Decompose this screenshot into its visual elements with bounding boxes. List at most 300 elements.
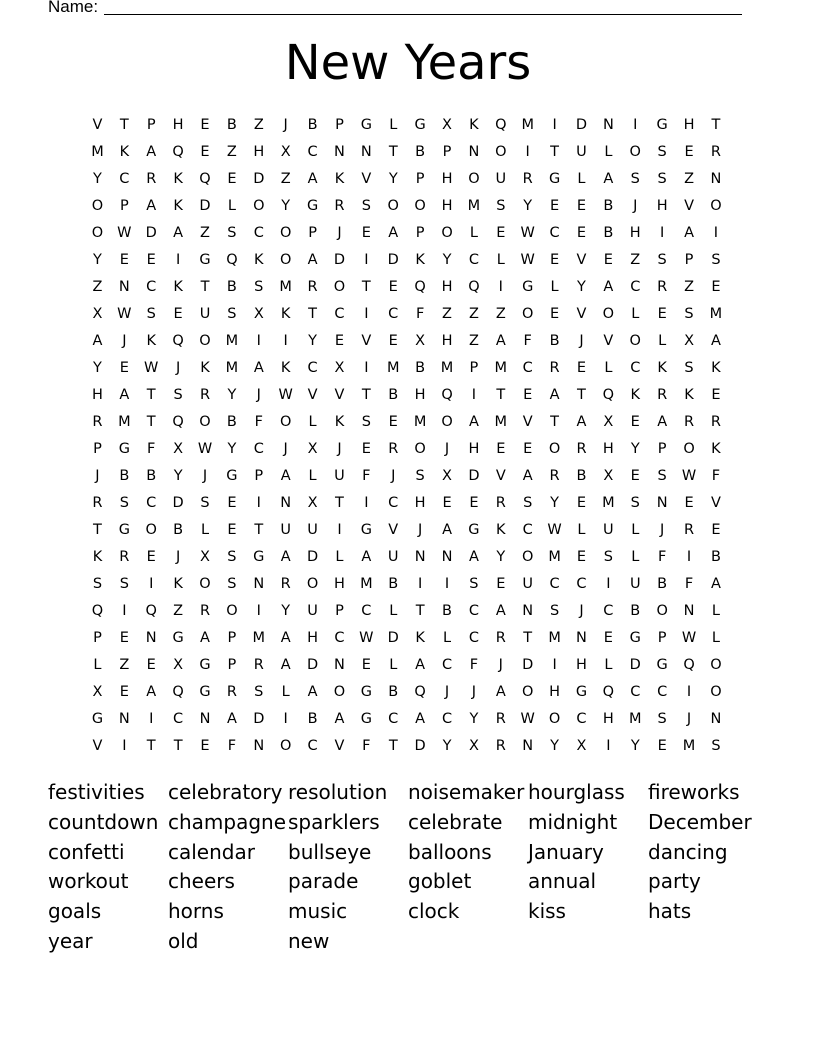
grid-letter: N [253, 576, 265, 593]
grid-letter: U [199, 305, 211, 322]
grid-letter: L [550, 278, 559, 295]
grid-letter: L [281, 684, 290, 701]
word-bank-item: countdown [48, 809, 159, 834]
grid-letter: H [576, 657, 587, 674]
grid-letter: Q [172, 413, 184, 430]
grid-letter: E [550, 197, 560, 214]
grid-letter: I [122, 738, 127, 755]
grid-letter: C [603, 603, 614, 620]
grid-letter: C [119, 170, 130, 187]
grid-letter: B [307, 116, 318, 133]
grid-letter: T [523, 630, 533, 647]
grid-letter: A [495, 684, 506, 701]
grid-letter: H [629, 224, 641, 241]
grid-letter: R [522, 170, 533, 187]
word-bank-item: noisemaker [408, 780, 525, 804]
grid-letter: Z [226, 143, 237, 160]
grid-letter: X [442, 116, 452, 133]
grid-letter: N [441, 549, 453, 566]
grid-letter: B [710, 549, 721, 566]
word-bank-item: kiss [528, 899, 566, 924]
grid-letter: J [444, 440, 450, 457]
grid-letter: Y [281, 603, 291, 620]
grid-letter: K [711, 440, 721, 457]
grid-letter: S [227, 576, 237, 593]
grid-letter: E [657, 738, 667, 755]
grid-letter: E [496, 440, 506, 457]
grid-letter: R [92, 494, 103, 511]
grid-letter: I [364, 305, 369, 322]
word-bank-item: December [648, 809, 752, 834]
word-bank-item: clock [408, 899, 460, 924]
grid-letter: N [334, 143, 345, 160]
grid-letter: Z [442, 305, 452, 322]
grid-letter: B [388, 386, 399, 403]
grid-letter: V [495, 467, 506, 484]
grid-letter: A [92, 332, 103, 349]
grid-letter: V [710, 494, 721, 511]
grid-letter: A [495, 603, 506, 620]
grid-letter: O [441, 224, 453, 241]
word-bank-item: workout [48, 869, 129, 894]
grid-letter: O [521, 305, 534, 322]
grid-letter: D [414, 738, 426, 755]
grid-letter: J [283, 440, 288, 457]
grid-letter: R [495, 738, 506, 755]
grid-letter: B [226, 116, 237, 133]
grid-letter: G [360, 521, 372, 538]
grid-letter: G [253, 549, 265, 566]
grid-letter: K [415, 251, 425, 268]
grid-letter: D [172, 494, 184, 511]
grid-letter: R [549, 467, 560, 484]
grid-letter: R [146, 170, 157, 187]
grid-letter: P [308, 224, 317, 241]
grid-letter: B [146, 467, 157, 484]
grid-letter: Q [468, 278, 480, 295]
grid-letter: R [253, 657, 264, 674]
grid-letter: S [496, 197, 506, 214]
grid-letter: T [361, 278, 371, 295]
grid-letter: M [494, 413, 508, 430]
letter-grid [84, 111, 729, 760]
grid-letter: O [279, 251, 292, 268]
grid-letter: P [227, 657, 237, 674]
grid-letter: H [441, 278, 453, 295]
grid-letter: Y [496, 549, 506, 566]
grid-letter: C [334, 630, 345, 647]
grid-letter: Z [630, 251, 641, 268]
grid-letter: P [442, 143, 452, 160]
grid-letter: R [495, 494, 506, 511]
grid-letter: V [603, 332, 614, 349]
grid-letter: P [93, 440, 102, 457]
grid-letter: I [686, 684, 692, 701]
grid-letter: E [496, 224, 506, 241]
grid-letter: X [280, 143, 291, 160]
grid-letter: C [630, 359, 641, 376]
grid-letter: S [361, 413, 371, 430]
grid-letter: S [657, 143, 667, 160]
grid-letter: H [656, 197, 668, 214]
grid-letter: F [469, 657, 479, 674]
grid-letter: Z [173, 603, 184, 620]
grid-letter: I [364, 251, 369, 268]
grid-letter: M [252, 630, 266, 647]
grid-letter: L [577, 170, 586, 187]
grid-letter: E [388, 332, 398, 349]
grid-letter: A [442, 521, 452, 538]
grid-letter: T [146, 413, 156, 430]
grid-letter: D [629, 657, 641, 674]
grid-letter: T [550, 143, 560, 160]
grid-letter: F [147, 440, 156, 457]
grid-letter: J [337, 440, 342, 457]
grid-letter: I [606, 738, 611, 755]
grid-letter: W [520, 251, 535, 268]
grid-letter: J [202, 467, 208, 484]
grid-letter: D [199, 197, 211, 214]
grid-letter: O [602, 305, 615, 322]
grid-letter: H [172, 116, 184, 133]
grid-letter: E [523, 386, 533, 403]
grid-letter: M [494, 359, 508, 376]
word-bank-item: goblet [408, 869, 472, 894]
grid-letter: Z [495, 305, 506, 322]
grid-letter: V [92, 738, 103, 755]
grid-letter: I [364, 494, 369, 511]
grid-letter: H [602, 711, 614, 728]
grid-letter: A [549, 386, 560, 403]
grid-letter: N [710, 711, 722, 728]
grid-letter: V [92, 116, 103, 133]
grid-letter: W [520, 711, 535, 728]
grid-letter: O [414, 197, 426, 214]
grid-letter: A [522, 467, 533, 484]
grid-letter: R [576, 440, 587, 457]
grid-letter: D [253, 170, 265, 187]
grid-letter: M [118, 413, 131, 430]
grid-letter: B [415, 143, 426, 160]
grid-letter: E [711, 386, 721, 403]
grid-letter: A [603, 170, 614, 187]
grid-letter: Q [172, 143, 184, 160]
grid-letter: V [684, 197, 694, 214]
grid-letter: L [604, 359, 613, 376]
word-bank-item: music [288, 899, 348, 924]
grid-letter: C [307, 738, 318, 755]
grid-letter: X [307, 494, 318, 511]
grid-letter: T [146, 386, 156, 403]
grid-letter: E [227, 521, 237, 538]
grid-letter: Q [602, 386, 615, 403]
grid-letter: I [283, 332, 288, 349]
grid-letter: A [388, 224, 399, 241]
grid-letter: M [386, 359, 400, 376]
grid-letter: M [521, 116, 534, 133]
grid-letter: I [633, 116, 638, 133]
grid-letter: Y [93, 359, 102, 376]
grid-letter: S [227, 549, 237, 566]
grid-letter: R [684, 521, 695, 538]
grid-letter: W [547, 521, 562, 538]
grid-letter: E [603, 251, 613, 268]
grid-letter: E [361, 657, 371, 674]
grid-letter: A [146, 684, 157, 701]
grid-letter: I [444, 576, 450, 593]
grid-letter: G [575, 684, 588, 701]
grid-letter: I [552, 116, 557, 133]
grid-letter: C [388, 711, 399, 728]
grid-letter: O [414, 440, 426, 457]
grid-letter: C [576, 576, 587, 593]
grid-letter: D [522, 657, 534, 674]
grid-letter: J [283, 116, 288, 133]
grid-letter: V [334, 386, 345, 403]
grid-letter: P [415, 170, 425, 187]
grid-letter: J [579, 332, 584, 349]
grid-letter: R [684, 413, 695, 430]
grid-letter: Y [442, 738, 452, 755]
grid-letter: E [711, 521, 721, 538]
grid-letter: T [308, 305, 317, 322]
word-bank-item: new [288, 928, 330, 953]
grid-letter: T [200, 278, 210, 295]
grid-letter: R [199, 386, 211, 403]
word-bank-item: bullseye [288, 839, 372, 864]
grid-letter: K [200, 359, 210, 376]
grid-letter: P [415, 224, 425, 241]
grid-letter: R [657, 278, 668, 295]
grid-letter: C [630, 278, 641, 295]
grid-letter: O [226, 603, 238, 620]
grid-letter: U [576, 143, 587, 160]
grid-letter: S [146, 305, 156, 322]
grid-letter: I [713, 224, 719, 241]
grid-letter: S [523, 494, 533, 511]
grid-letter: E [361, 440, 371, 457]
grid-letter: O [521, 549, 534, 566]
grid-letter: A [603, 278, 614, 295]
grid-letter: T [335, 494, 344, 511]
grid-letter: Y [577, 278, 586, 295]
grid-letter: K [280, 305, 291, 322]
grid-letter: S [469, 576, 479, 593]
word-bank-item: hats [648, 899, 692, 924]
grid-letter: U [603, 521, 614, 538]
grid-letter: O [279, 224, 292, 241]
name-field [48, 0, 742, 17]
grid-letter: L [577, 521, 586, 538]
grid-letter: Y [227, 386, 237, 403]
grid-letter: E [576, 359, 587, 376]
word-bank-item: cheers [168, 869, 235, 894]
grid-letter: T [711, 116, 721, 133]
grid-letter: R [710, 413, 721, 430]
grid-letter: F [254, 413, 263, 430]
grid-letter: L [389, 603, 398, 620]
grid-letter: C [388, 494, 399, 511]
grid-letter: S [415, 467, 425, 484]
grid-letter: E [630, 413, 640, 430]
word-bank [48, 778, 768, 957]
grid-letter: U [280, 521, 291, 538]
grid-letter: O [548, 440, 561, 457]
grid-letter: O [710, 657, 722, 674]
grid-letter: R [710, 143, 721, 160]
word-bank-item: confetti [48, 839, 125, 864]
grid-letter: S [711, 251, 721, 268]
grid-letter: I [149, 576, 154, 593]
grid-letter: T [388, 143, 398, 160]
grid-letter: N [145, 630, 157, 647]
grid-letter: K [657, 359, 667, 376]
grid-letter: E [334, 332, 345, 349]
grid-letter: A [226, 711, 237, 728]
grid-letter: V [522, 413, 533, 430]
grid-letter: G [656, 116, 668, 133]
grid-letter: G [118, 521, 130, 538]
grid-letter: K [334, 170, 345, 187]
grid-letter: S [119, 576, 129, 593]
grid-letter: A [280, 467, 291, 484]
grid-letter: J [417, 521, 423, 538]
word-bank-item: annual [528, 869, 597, 894]
grid-letter: F [362, 467, 371, 484]
grid-letter: B [226, 278, 237, 295]
grid-letter: B [119, 467, 130, 484]
grid-letter: P [335, 116, 344, 133]
grid-letter: G [306, 197, 319, 214]
grid-letter: M [413, 413, 427, 430]
grid-letter: L [658, 332, 667, 349]
grid-letter: U [307, 603, 318, 620]
grid-letter: E [119, 359, 129, 376]
grid-letter: R [334, 197, 345, 214]
grid-letter: G [548, 170, 561, 187]
grid-letter: J [175, 359, 181, 376]
grid-letter: I [337, 521, 342, 538]
word-bank-item: calendar [168, 839, 255, 864]
grid-letter: X [307, 440, 318, 457]
grid-letter: W [681, 630, 697, 647]
grid-letter: H [549, 684, 561, 701]
grid-letter: K [684, 386, 694, 403]
grid-letter: A [280, 549, 291, 566]
grid-letter: E [684, 143, 694, 160]
grid-letter: N [683, 603, 695, 620]
name-label: Name: [48, 0, 99, 16]
grid-letter: L [442, 630, 452, 647]
grid-letter: P [227, 630, 237, 647]
grid-letter: I [660, 224, 665, 241]
grid-letter: H [441, 332, 453, 349]
grid-letter: L [496, 251, 505, 268]
grid-letter: Z [468, 332, 479, 349]
grid-letter: E [173, 305, 183, 322]
grid-letter: S [227, 305, 237, 322]
grid-letter: P [146, 116, 156, 133]
grid-letter: R [119, 549, 130, 566]
grid-letter: N [118, 278, 130, 295]
grid-letter: C [441, 711, 453, 728]
grid-letter: O [199, 413, 211, 430]
grid-letter: Y [550, 738, 560, 755]
grid-letter: A [307, 170, 318, 187]
grid-letter: C [334, 305, 345, 322]
grid-letter: W [681, 467, 697, 484]
grid-letter: O [253, 197, 265, 214]
grid-letter: N [334, 657, 345, 674]
grid-letter: A [684, 224, 694, 241]
grid-letter: O [333, 278, 346, 295]
grid-letter: M [709, 305, 723, 322]
grid-letter: K [711, 359, 721, 376]
grid-letter: A [307, 251, 318, 268]
grid-letter: T [388, 738, 398, 755]
grid-letter: E [576, 549, 587, 566]
grid-letter: Y [308, 332, 317, 349]
grid-letter: P [119, 197, 129, 214]
grid-letter: O [145, 521, 157, 538]
grid-letter: S [361, 197, 371, 214]
grid-letter: Y [93, 170, 102, 187]
grid-letter: D [306, 549, 319, 566]
grid-letter: N [118, 711, 130, 728]
grid-letter: S [603, 549, 613, 566]
grid-letter: Y [227, 440, 237, 457]
grid-letter: Z [468, 305, 479, 322]
word-bank-item: horns [168, 899, 224, 924]
grid-letter: K [469, 116, 479, 133]
grid-letter: F [415, 305, 425, 322]
grid-letter: U [522, 576, 533, 593]
grid-letter: X [684, 332, 694, 349]
grid-letter: I [256, 603, 261, 620]
grid-letter: B [442, 603, 452, 620]
grid-letter: J [256, 386, 261, 403]
grid-letter: Z [684, 278, 694, 295]
grid-letter: J [122, 332, 127, 349]
grid-letter: P [254, 467, 264, 484]
grid-letter: Z [119, 657, 130, 674]
grid-letter: X [603, 413, 614, 430]
grid-letter: A [173, 224, 184, 241]
grid-letter: S [684, 359, 694, 376]
grid-letter: E [576, 197, 587, 214]
grid-letter: V [361, 170, 372, 187]
grid-letter: H [253, 143, 265, 160]
grid-letter: E [684, 494, 694, 511]
grid-letter: B [388, 684, 399, 701]
grid-letter: T [577, 386, 586, 403]
grid-letter: A [200, 630, 210, 647]
grid-letter: C [388, 305, 399, 322]
grid-letter: I [364, 359, 369, 376]
grid-letter: E [657, 305, 667, 322]
grid-letter: S [657, 711, 667, 728]
grid-letter: C [468, 630, 479, 647]
grid-letter: M [440, 359, 454, 376]
grid-letter: Y [550, 494, 560, 511]
grid-letter: I [498, 278, 503, 295]
grid-letter: B [173, 521, 184, 538]
grid-letter: L [631, 305, 640, 322]
grid-letter: Z [280, 170, 291, 187]
grid-letter: R [307, 278, 318, 295]
grid-letter: E [576, 224, 587, 241]
grid-letter: E [146, 251, 156, 268]
